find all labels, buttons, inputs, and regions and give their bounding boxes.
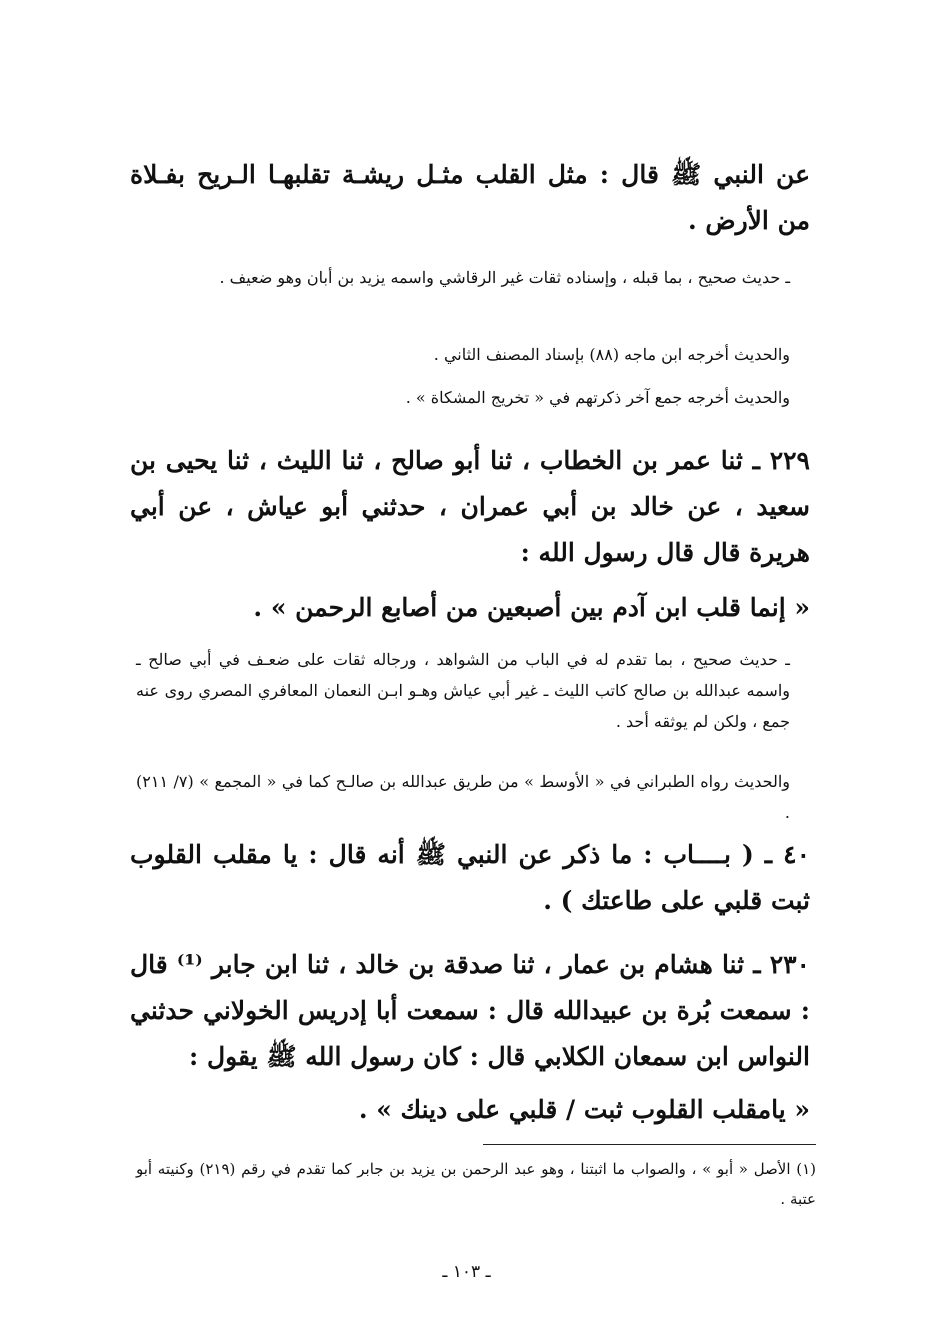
footnote-1: (١) الأصل « أبو » ، والصواب ما اثبتنا ، وهو عبد الرحمن بن يزيد بن جابر كما تقدم في رقم (٢١٩) وكنيته أبو عتبة . <box>136 1160 816 1208</box>
hadith-230-matn: « يامقلب القلوب ثبت / قلبي على دينك » . <box>358 1095 810 1124</box>
hadith-229-matn: « إنما قلب ابن آدم بين أصبعين من أصابع الرحمن » . <box>253 593 810 622</box>
hadith-230-isnad: ٢٣٠ ـ ثنا هشام بن عمار ، ثنا صدقة بن خالد ، ثنا ابن جابر ⁽¹⁾ قال : سمعت بُرة بن عبيدالله قال : سمعت أبا إدريس الخولاني حدثني النواس ابن سمعان الكلابي قال : كان رسول الله ﷺ يقول : <box>130 950 810 1071</box>
hadith-229-isnad: ٢٢٩ ـ ثنا عمر بن الخطاب ، ثنا أبو صالح ، ثنا الليث ، ثنا يحيى بن سعيد ، عن خالد بن أبي عمران ، حدثني أبو عياش ، عن أبي هريرة قال قال رسول الله : <box>130 446 810 567</box>
chapter-40-heading: ٤٠ ـ ( بــــاب : ما ذكر عن النبي ﷺ أنه قال : يا مقلب القلوب ثبت قلبي على طاعتك ) . <box>130 840 810 915</box>
grading-note: ـ حديث صحيح ، بما قبله ، وإسناده ثقات غير الرقاشي واسمه يزيد بن أبان وهو ضعيف . <box>219 268 790 287</box>
hadith-229-grading: ـ حديث صحيح ، بما تقدم له في الباب من الشواهد ، ورجاله ثقات على ضعـف في أبي صالح ـ واسمه عبدالله بن صالح كاتب الليث ـ غير أبي عياش وهـو ابـن النعمان المعافري المصري روى عنه جمع ، ولكن لم يوثقه أحد . <box>136 650 790 731</box>
page-number: ـ ١٠٣ ـ <box>442 1262 491 1282</box>
takhrij-note-mishkat: والحديث أخرجه جمع آخر ذكرتهم في « تخريج المشكاة » . <box>405 388 790 407</box>
takhrij-note-ibn-majah: والحديث أخرجه ابن ماجه (٨٨) بإسناد المصنف الثاني . <box>433 345 790 364</box>
hadith-229-takhrij: والحديث رواه الطبراني في « الأوسط » من طريق عبدالله بن صالـح كما في « المجمع » (٧/ ٢١١) . <box>136 772 790 822</box>
hadith-text-continued: عن النبي ﷺ قال : مثل القلب مثـل ريشـة تقلبهـا الـريح بفـلاة من الأرض . <box>130 160 810 235</box>
footnote-separator <box>483 1144 816 1145</box>
